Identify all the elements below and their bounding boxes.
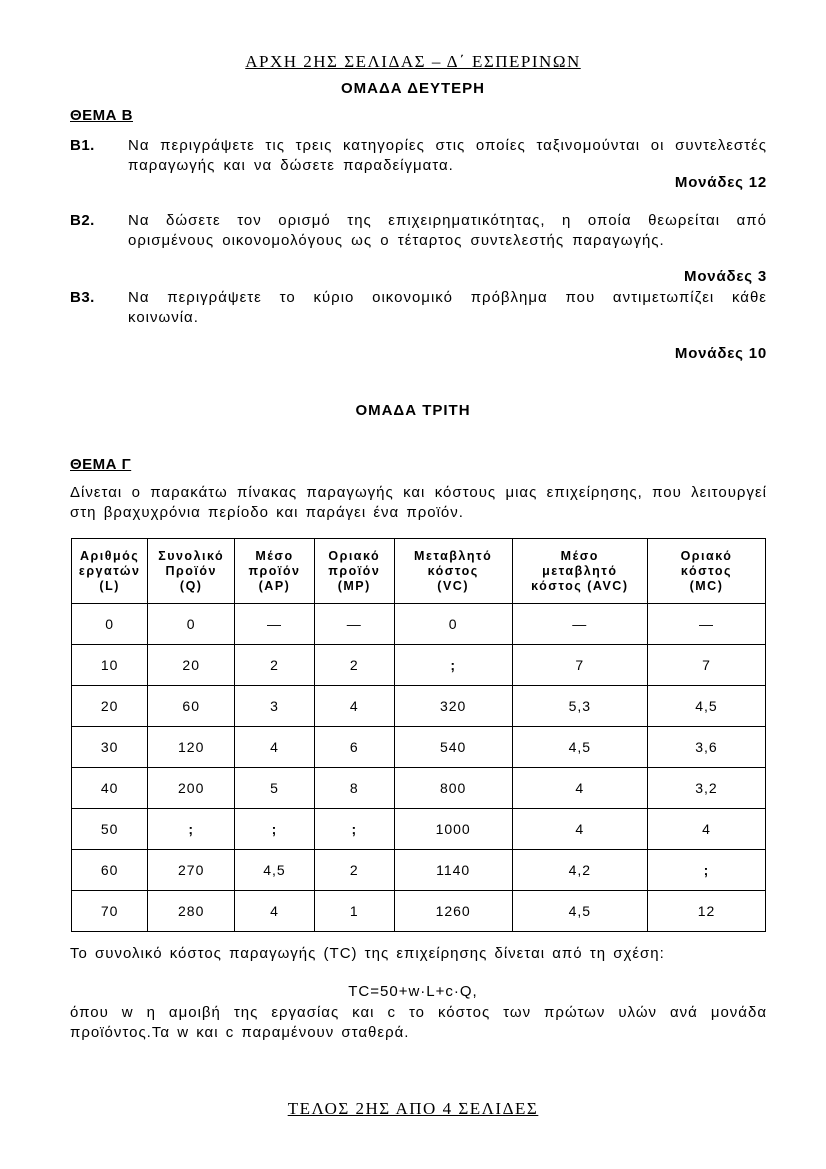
table-cell: 60: [148, 686, 235, 727]
production-cost-table: [71, 538, 766, 932]
table-cell: 1: [314, 891, 394, 932]
table-cell: ;: [647, 850, 765, 891]
table-cell: 4,5: [647, 686, 765, 727]
table-cell: —: [314, 604, 394, 645]
table-cell: 20: [148, 645, 235, 686]
table-cell: ;: [314, 809, 394, 850]
table-cell: —: [647, 604, 765, 645]
table-cell: 200: [148, 768, 235, 809]
table-cell: 60: [72, 850, 148, 891]
table-cell: 1000: [394, 809, 512, 850]
table-row: [72, 686, 766, 727]
table-row: [72, 727, 766, 768]
question-b1: [70, 136, 767, 176]
table-cell: 4,2: [512, 850, 647, 891]
table-row: [72, 891, 766, 932]
table-cell: 5,3: [512, 686, 647, 727]
table-cell: 0: [394, 604, 512, 645]
group-two-title: ΟΜΑΔΑ ΔΕΥΤΕΡΗ: [340, 80, 485, 97]
table-cell: 10: [72, 645, 148, 686]
table-header-row: [72, 539, 766, 604]
table-cell: 4: [235, 891, 315, 932]
table-cell: 4: [647, 809, 765, 850]
table-cell: 7: [512, 645, 647, 686]
question-text: Να περιγράψετε το κύριο οικονομικό πρόβλημα που αντιμετωπίζει κάθε κοινωνία.: [128, 289, 767, 326]
table-cell: 3,2: [647, 768, 765, 809]
points-b2: Μονάδες 3: [684, 268, 767, 285]
table-cell: 3: [235, 686, 315, 727]
table-cell: 2: [314, 850, 394, 891]
table-cell: 0: [148, 604, 235, 645]
table-cell: 4: [314, 686, 394, 727]
table-cell: 4: [512, 809, 647, 850]
page-footer: ΤΕΛΟΣ 2ΗΣ ΑΠΟ 4 ΣΕΛΙΔΕΣ: [287, 1099, 539, 1118]
table-cell: 2: [314, 645, 394, 686]
topic-c-title: ΘΕΜΑ Γ: [70, 456, 132, 473]
table-cell: 8: [314, 768, 394, 809]
question-number: Β1.: [70, 137, 95, 154]
table-cell: 270: [148, 850, 235, 891]
table-cell: 1140: [394, 850, 512, 891]
table-cell: 6: [314, 727, 394, 768]
topic-b-title: ΘΕΜΑ Β: [70, 107, 133, 124]
table-cell: 4,5: [235, 850, 315, 891]
col-header-average-product: Μέσο προϊόν (AP): [235, 539, 315, 604]
table-cell: 30: [72, 727, 148, 768]
table-cell: 280: [148, 891, 235, 932]
table-cell: 4: [235, 727, 315, 768]
table-cell: 120: [148, 727, 235, 768]
tc-statement: Το συνολικό κόστος παραγωγής (TC) της επιχείρησης δίνεται από τη σχέση:: [70, 945, 665, 962]
formula-explanation: όπου w η αμοιβή της εργασίας και c το κόστος των πρώτων υλών ανά μονάδα προϊόντος.Τα w και c παραμένουν σταθερά.: [70, 1004, 767, 1041]
table-cell: ;: [148, 809, 235, 850]
points-b1: Μονάδες 12: [674, 174, 767, 191]
table-cell: 12: [647, 891, 765, 932]
table-cell: 4,5: [512, 891, 647, 932]
table-cell: —: [235, 604, 315, 645]
table-cell: 3,6: [647, 727, 765, 768]
table-cell: 320: [394, 686, 512, 727]
table-cell: 1260: [394, 891, 512, 932]
table-cell: 20: [72, 686, 148, 727]
question-b2: [70, 211, 767, 251]
table-row: [72, 850, 766, 891]
topic-c-intro: Δίνεται ο παρακάτω πίνακας παραγωγής και κόστους μιας επιχείρησης, που λειτουργεί στη βραχυχρόνια περίοδο και παράγει ένα προϊόν.: [70, 484, 767, 521]
table-cell: 4: [512, 768, 647, 809]
question-b3: [70, 288, 767, 328]
table-row: [72, 768, 766, 809]
col-header-marginal-cost: Οριακό κόστος (MC): [647, 539, 765, 604]
question-number: Β2.: [70, 212, 95, 229]
table-cell: 70: [72, 891, 148, 932]
table-cell: 4,5: [512, 727, 647, 768]
table-cell: 2: [235, 645, 315, 686]
table-row: [72, 645, 766, 686]
table-row: [72, 604, 766, 645]
table-cell: 0: [72, 604, 148, 645]
table-cell: 50: [72, 809, 148, 850]
group-three-title: ΟΜΑΔΑ ΤΡΙΤΗ: [355, 402, 471, 419]
table-cell: 540: [394, 727, 512, 768]
table-cell: 7: [647, 645, 765, 686]
tc-formula: TC=50+w·L+c·Q,: [348, 983, 478, 1000]
table-cell: —: [512, 604, 647, 645]
col-header-workers: Αριθμός εργατών (L): [72, 539, 148, 604]
table-cell: ;: [394, 645, 512, 686]
col-header-total-product: Συνολικό Προϊόν (Q): [148, 539, 235, 604]
col-header-marginal-product: Οριακό προϊόν (MP): [314, 539, 394, 604]
table-cell: 5: [235, 768, 315, 809]
question-number: Β3.: [70, 289, 95, 306]
points-b3: Μονάδες 10: [674, 345, 767, 362]
table-cell: 800: [394, 768, 512, 809]
page-header: ΑΡΧΗ 2ΗΣ ΣΕΛΙΔΑΣ – Δ΄ ΕΣΠΕΡΙΝΩΝ: [245, 52, 581, 71]
question-text: Να δώσετε τον ορισμό της επιχειρηματικότητας, η οποία θεωρείται από ορισμένους οικονομολόγους ως ο τέταρτος συντελεστής παραγωγής.: [128, 212, 767, 249]
table-cell: 40: [72, 768, 148, 809]
col-header-avg-variable-cost: Μέσο μεταβλητό κόστος (AVC): [512, 539, 647, 604]
question-text: Να περιγράψετε τις τρεις κατηγορίες στις οποίες ταξινομούνται οι συντελεστές παραγωγής και να δώσετε παραδείγματα.: [128, 137, 767, 174]
col-header-variable-cost: Μεταβλητό κόστος (VC): [394, 539, 512, 604]
table-row: [72, 809, 766, 850]
table-cell: ;: [235, 809, 315, 850]
